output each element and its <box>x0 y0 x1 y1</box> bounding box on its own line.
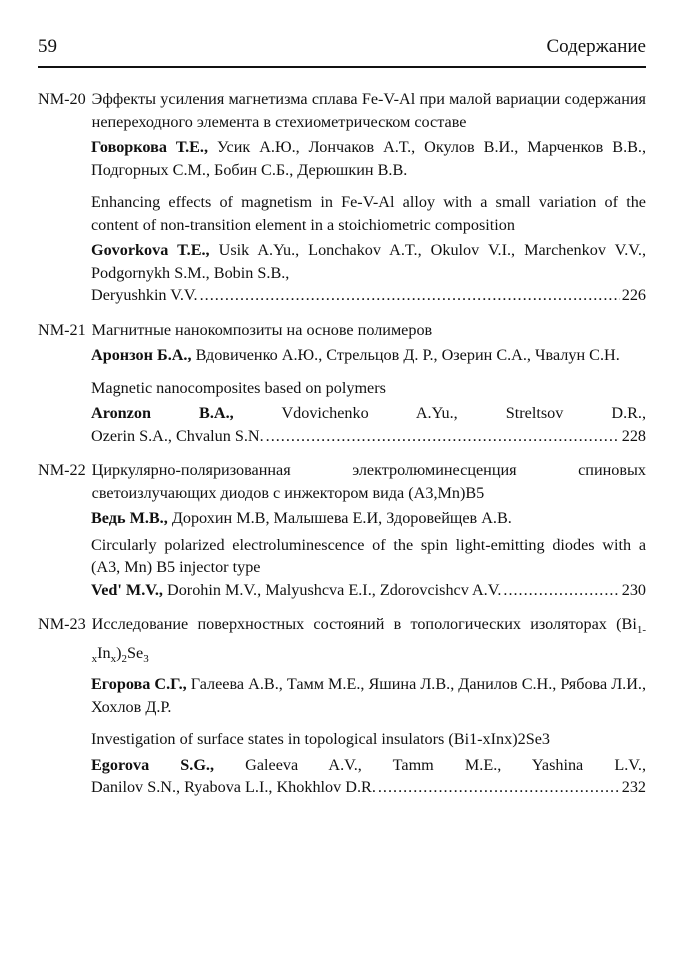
entry-title-ru: Магнитные нанокомпозиты на основе полимеров <box>91 320 433 339</box>
page-number: 59 <box>38 36 57 57</box>
toc-entry-nm-21 <box>38 319 646 448</box>
co-authors: Дорохин М.В, Малышева Е.И, Здоровейщев А.В. <box>167 509 512 527</box>
entry-authors-en <box>91 402 646 425</box>
lead-author: Aronzon B.A., <box>91 404 234 422</box>
toc-list <box>38 88 646 811</box>
co-authors-tail: Danilov S.N., Ryabova L.I., Khokhlov D.R. <box>91 778 376 797</box>
entry-authors-ru <box>91 136 646 181</box>
dot-leader <box>266 425 620 448</box>
lead-author: Ved' M.V., <box>91 580 163 599</box>
page-ref[interactable]: 232 <box>621 778 646 797</box>
page-ref[interactable]: 226 <box>621 286 646 304</box>
co-authors-tail: Deryushkin V.V. <box>91 286 198 304</box>
entry-authors-ru <box>91 344 646 367</box>
co-authors: Усик А.Ю., Лончаков А.Т., Окулов В.И., Марченков В.В., Подгорных С.М., Бобин С.Б., Дерюшкин В.В. <box>91 138 647 179</box>
page-ref[interactable]: 230 <box>621 580 646 599</box>
lead-author: Egorova S.G., <box>91 755 215 774</box>
entry-title-en: Investigation of surface states in topological insulators (Bi1-xInx)2Se3 <box>91 730 550 749</box>
entry-page-line <box>91 579 646 602</box>
entry-page-line <box>91 425 646 448</box>
page-ref[interactable]: 228 <box>621 426 646 445</box>
entry-authors-ru <box>91 507 646 530</box>
toc-entry-nm-22 <box>38 459 646 601</box>
entry-title-en: Enhancing effects of magnetism in Fe-V-Al alloy with a small variation of the content of non-transition element in a stoichiometric composition <box>91 193 646 234</box>
entry-page-line <box>91 776 646 799</box>
entry-authors-en <box>91 239 646 284</box>
lead-author: Говоркова Т.Е., <box>91 138 209 156</box>
lead-author: Аронзон Б.А., <box>91 346 192 364</box>
entry-title-en: Circularly polarized electroluminescence of the spin light-emitting diodes with a (A3, Mn) B5 injector type <box>91 535 646 576</box>
co-authors: Вдовиченко А.Ю., Стрельцов Д. Р., Озерин С.А., Чвалун С.Н. <box>191 346 620 364</box>
co-authors: Галеева А.В., Тамм М.Е., Яшина Л.В., Данилов С.Н., Рябова Л.И., Хохлов Д.Р. <box>91 675 647 716</box>
lead-author: Егорова С.Г., <box>91 675 187 694</box>
page-header <box>38 36 646 58</box>
entry-title-ru: Циркулярно-поляризованная электролюминесценция спиновых светоизлучающих диодов с инжектором вида (A3,Mn)B5 <box>91 461 646 502</box>
toc-entry-nm-20 <box>38 88 646 307</box>
dot-leader <box>503 579 619 602</box>
toc-entry-nm-23 <box>38 613 646 799</box>
entry-authors-en <box>91 754 646 777</box>
lead-author: Ведь М.В., <box>91 509 168 527</box>
co-authors: Vdovichenko A.Yu., Streltsov D.R., <box>233 404 647 422</box>
entry-page-line <box>91 284 646 307</box>
section-title: Содержание <box>546 36 646 57</box>
entry-title-ru: Эффекты усиления магнетизма сплава Fe-V-Al при малой вариации содержания непереходного элемента в стехиометрическом составе <box>91 90 646 131</box>
dot-leader <box>378 776 620 799</box>
entry-code: NM-20 <box>38 90 86 108</box>
entry-code: NM-23 <box>38 615 86 633</box>
header-rule <box>38 66 646 68</box>
entry-code: NM-22 <box>38 461 86 479</box>
co-authors-tail: Ozerin S.A., Chvalun S.N. <box>91 426 264 445</box>
entry-authors-ru <box>91 673 646 718</box>
entry-title-ru: Исследование поверхностных состояний в топологических изоляторах $(Bi_{1-x}In_x)_2Se_3$ <box>91 615 646 665</box>
dot-leader <box>200 284 620 307</box>
lead-author: Govorkova T.E., <box>91 241 210 259</box>
co-authors: Galeeva A.V., Tamm M.E., Yashina L.V., <box>214 755 646 774</box>
entry-code: NM-21 <box>38 320 86 339</box>
co-authors-tail: Dorohin M.V., Malyushcva E.I., Zdorovcishcv A.V. <box>167 580 502 599</box>
entry-title-en: Magnetic nanocomposites based on polymers <box>91 378 386 397</box>
co-authors: Usik A.Yu., Lonchakov A.T., Okulov V.I., Marchenkov V.V., Podgornykh S.M., Bobin S.B., <box>91 241 646 282</box>
